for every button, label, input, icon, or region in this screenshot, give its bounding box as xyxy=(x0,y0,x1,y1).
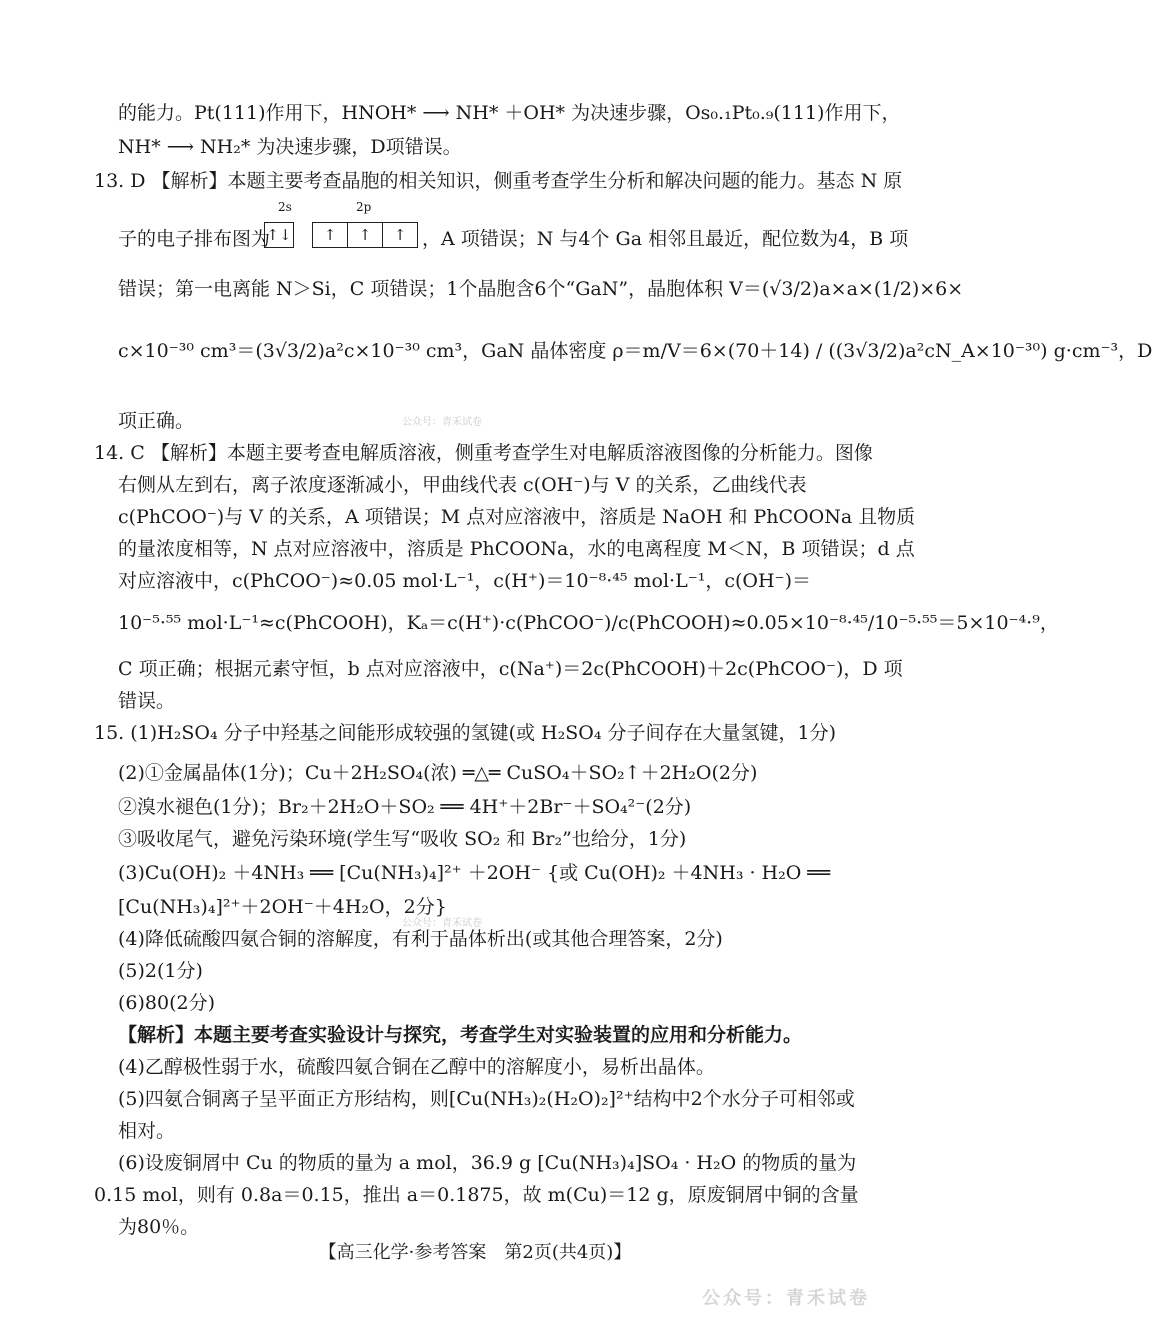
watermark-small-1: 公众号：青禾试卷 xyxy=(402,417,482,428)
text-line: 0.15 mol，则有 0.8a＝0.15，推出 a＝0.1875，故 m(Cu)＝12 g，原废铜屑中铜的含量 xyxy=(94,1184,859,1206)
orbital-cell-2p-2: ↑ xyxy=(348,223,383,247)
orbital-box-2s xyxy=(264,222,294,248)
text-line: C 项正确；根据元素守恒，b 点对应溶液中，c(Na⁺)＝2c(PhCOOH)＋2c(PhCOO⁻)，D 项 xyxy=(118,658,903,680)
orbital-cell-2p-1: ↑ xyxy=(313,223,348,247)
orbital-suffix: ，A 项错误；N 与4个 Ga 相邻且最近，配位数为4，B 项 xyxy=(422,228,909,250)
orbital-box-2p xyxy=(312,222,418,248)
text-line: 10⁻⁵·⁵⁵ mol·L⁻¹≈c(PhCOOH)，Kₐ＝c(H⁺)·c(PhCOO⁻)/c(PhCOOH)≈0.05×10⁻⁸·⁴⁵/10⁻⁵·⁵⁵＝5×10⁻⁴·⁹， xyxy=(118,612,1059,634)
orbital-text-suffix xyxy=(422,226,909,252)
watermark-small-2: 公众号：青禾试卷 xyxy=(402,918,482,929)
text-line: 项正确。 xyxy=(118,410,195,432)
orbital-label-2s: 2s xyxy=(278,200,292,214)
text-line: ②溴水褪色(1分)；Br₂＋2H₂O＋SO₂ ══ 4H⁺＋2Br⁻＋SO₄²⁻(2分) xyxy=(118,796,692,818)
text-line: (6)设废铜屑中 Cu 的物质的量为 a mol，36.9 g [Cu(NH₃)₄]SO₄ · H₂O 的物质的量为 xyxy=(118,1152,857,1174)
text-line: 15. (1)H₂SO₄ 分子中羟基之间能形成较强的氢键(或 H₂SO₄ 分子间存在大量氢键，1分) xyxy=(94,722,836,744)
text-line: (5)2(1分) xyxy=(118,960,203,982)
text-line: NH* ⟶ NH₂* 为决速步骤，D项错误。 xyxy=(118,136,462,158)
text-line: 错误。 xyxy=(118,690,176,712)
text-line: [Cu(NH₃)₄]²⁺＋2OH⁻＋4H₂O，2分} xyxy=(118,896,447,918)
text-line: ③吸收尾气，避免污染环境(学生写“吸收 SO₂ 和 Br₂”也给分，1分) xyxy=(118,828,687,850)
text-line: 的量浓度相等，N 点对应溶液中，溶质是 PhCOONa，水的电离程度 M＜N，B 项错误；d 点 xyxy=(118,538,915,560)
text-line: (4)降低硫酸四氨合铜的溶解度，有利于晶体析出(或其他合理答案，2分) xyxy=(118,928,723,950)
text-line: 14. C 【解析】本题主要考查电解质溶液，侧重考查学生对电解质溶液图像的分析能力。图像 xyxy=(94,442,873,464)
text-line: 相对。 xyxy=(118,1120,176,1142)
text-line: (3)Cu(OH)₂ ＋4NH₃ ══ [Cu(NH₃)₄]²⁺ ＋2OH⁻ {或 Cu(OH)₂ ＋4NH₃ · H₂O ══ xyxy=(118,862,831,884)
text-line: (4)乙醇极性弱于水，硫酸四氨合铜在乙醇中的溶解度小，易析出晶体。 xyxy=(118,1056,715,1078)
text-line: (2)①金属晶体(1分)；Cu＋2H₂SO₄(浓) ═△═ CuSO₄＋SO₂↑＋2H₂O(2分) xyxy=(118,762,758,784)
text-line: 错误；第一电离能 N＞Si，C 项错误；1个晶胞含6个“GaN”，晶胞体积 V＝(√3/2)a×a×(1/2)×6× xyxy=(118,278,964,300)
text-line: 13. D 【解析】本题主要考查晶胞的相关知识，侧重考查学生分析和解决问题的能力。基态 N 原 xyxy=(94,170,903,192)
orbital-cell-2p-3: ↑ xyxy=(393,226,407,244)
text-line: (5)四氨合铜离子呈平面正方形结构，则[Cu(NH₃)₂(H₂O)₂]²⁺结构中2个水分子可相邻或 xyxy=(118,1088,855,1110)
orbital-label-2p: 2p xyxy=(356,200,372,214)
text-line: (6)80(2分) xyxy=(118,992,216,1014)
text-line: 右侧从左到右，离子浓度逐渐减小，甲曲线代表 c(OH⁻)与 V 的关系，乙曲线代表 xyxy=(118,474,807,496)
orbital-cell-2s: ↑↓ xyxy=(266,226,292,244)
orbital-prefix: 子的电子排布图为 xyxy=(118,228,271,250)
text-line: 为80％。 xyxy=(118,1216,200,1238)
text-line: 的能力。Pt(111)作用下，HNOH* ⟶ NH* ＋OH* 为决速步骤，Os₀.₁Pt₀.₉(111)作用下， xyxy=(118,102,901,124)
page-footer: 【高三化学·参考答案 第2页(共4页)】 xyxy=(318,1242,632,1263)
watermark-big: 公众号：青禾试卷 xyxy=(702,1288,870,1309)
text-line: 对应溶液中，c(PhCOO⁻)≈0.05 mol·L⁻¹，c(H⁺)＝10⁻⁸·⁴⁵ mol·L⁻¹，c(OH⁻)＝ xyxy=(118,570,811,592)
text-line: 【解析】本题主要考查实验设计与探究，考查学生对实验装置的应用和分析能力。 xyxy=(118,1024,803,1046)
text-line: c(PhCOO⁻)与 V 的关系，A 项错误；M 点对应溶液中，溶质是 NaOH 和 PhCOONa 且物质 xyxy=(118,506,916,528)
text-line: c×10⁻³⁰ cm³＝(3√3/2)a²c×10⁻³⁰ cm³，GaN 晶体密度 ρ＝m/V＝6×(70＋14) / ((3√3/2)a²cN_A×10⁻³⁰) g·cm⁻³，D xyxy=(118,340,1152,362)
